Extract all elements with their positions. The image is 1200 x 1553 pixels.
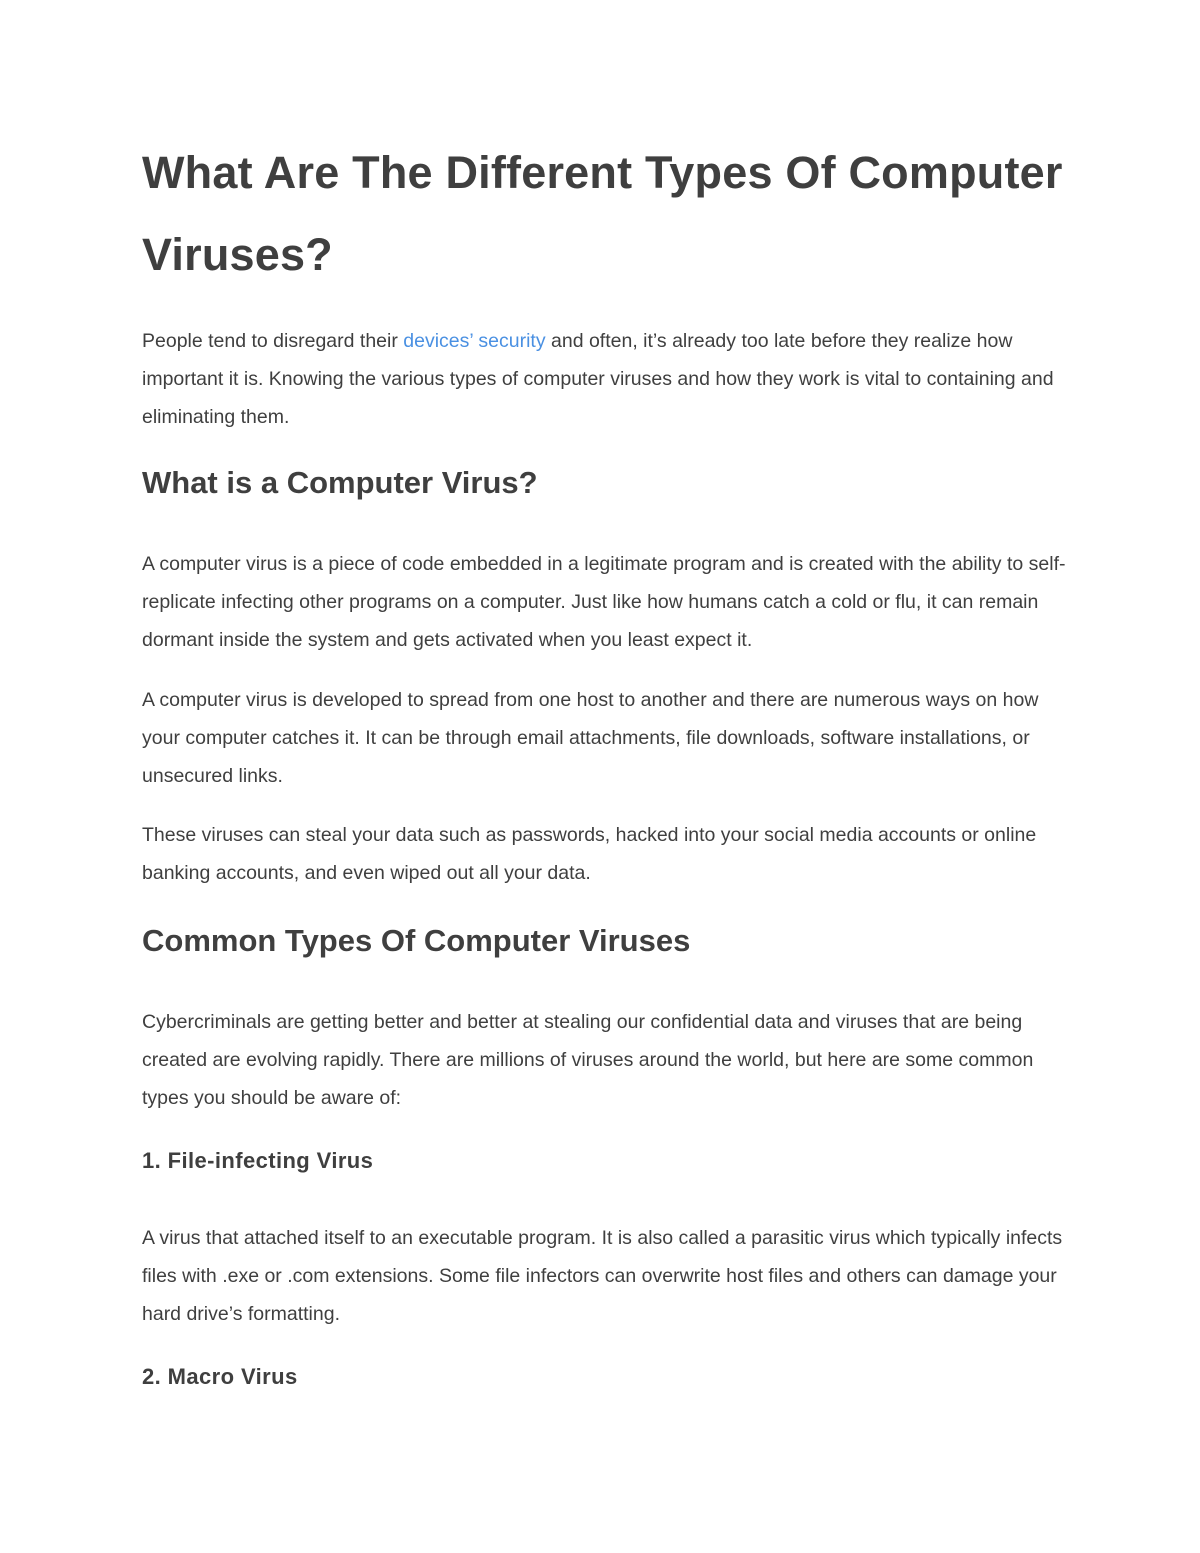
paragraph-virus-definition: A computer virus is a piece of code embedded in a legitimate program and is created with the ability to self-replicate infecting other programs on a computer. Just like how humans catch a cold or flu, it can remain dormant inside the system and gets activated when you least expect it.	[142, 553, 1066, 651]
intro-text-after-link: and often, it’s already too late before they realize how important it is. Knowing the various types of computer viruses and how they work is vital to containing and eliminating them.	[142, 330, 1054, 428]
devices-security-link[interactable]: devices’ security	[403, 330, 546, 352]
subheading-macro-virus: 2. Macro Virus	[142, 1364, 298, 1389]
page-title: What Are The Different Types Of Computer Viruses?	[142, 147, 1063, 280]
paragraph-file-infecting-virus: A virus that attached itself to an executable program. It is also called a parasitic virus which typically infects files with .exe or .com extensions. Some file infectors can overwrite host files and others can damage your hard drive’s formatting.	[142, 1227, 1063, 1325]
paragraph-virus-spread: A computer virus is developed to spread from one host to another and there are numerous ways on how your computer catches it. It can be through email attachments, file downloads, software installations, or unsecured links.	[142, 689, 1039, 787]
section-heading-what-is-virus: What is a Computer Virus?	[142, 465, 538, 500]
paragraph-common-types-intro: Cybercriminals are getting better and better at stealing our confidential data and viruses that are being created are evolving rapidly. There are millions of viruses around the world, but here are some common types you should be aware of:	[142, 1011, 1034, 1109]
intro-paragraph	[142, 322, 1067, 436]
section-heading-common-types: Common Types Of Computer Viruses	[142, 923, 691, 958]
intro-text-before-link: People tend to disregard their	[142, 330, 404, 352]
subheading-file-infecting-virus: 1. File-infecting Virus	[142, 1148, 374, 1173]
paragraph-virus-damage: These viruses can steal your data such as passwords, hacked into your social media accounts or online banking accounts, and even wiped out all your data.	[142, 824, 1037, 884]
